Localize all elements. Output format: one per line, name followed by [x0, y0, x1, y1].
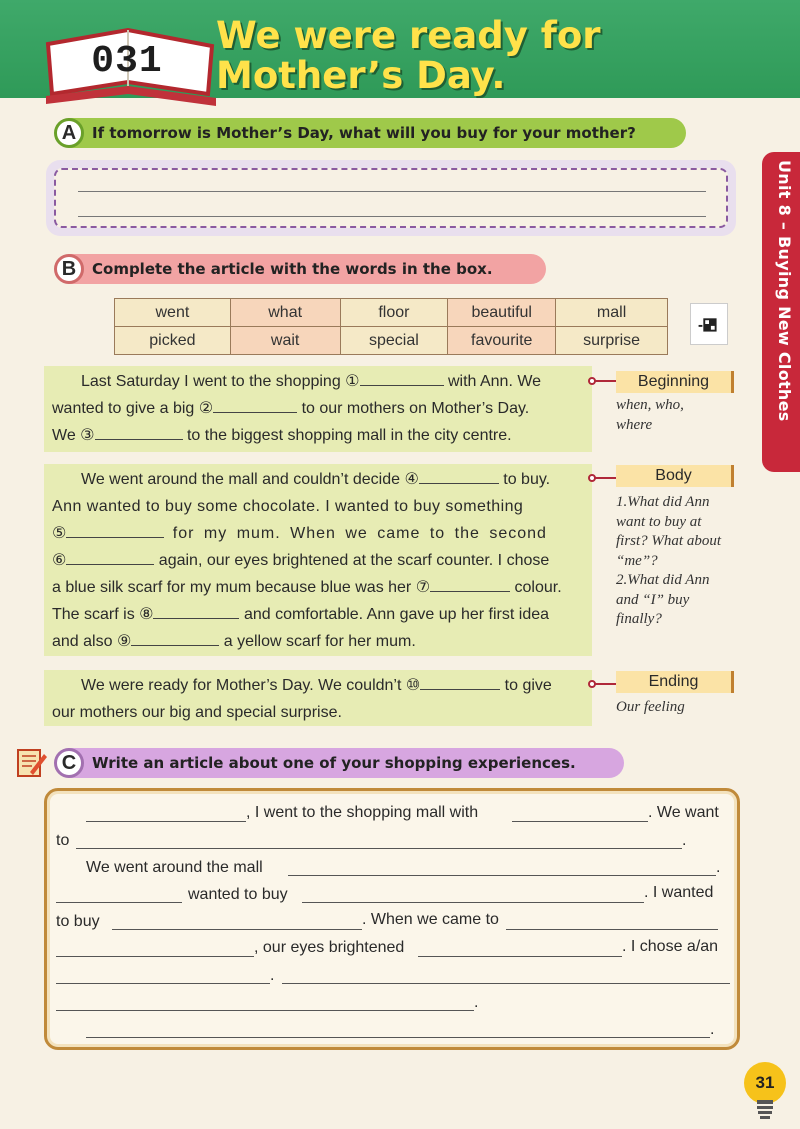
- blank-5[interactable]: [66, 522, 164, 538]
- blank-1[interactable]: [360, 370, 444, 386]
- paragraph-body: [52, 466, 588, 655]
- text: to give: [504, 677, 552, 694]
- connector-line: [594, 477, 616, 479]
- c-text: to buy: [56, 913, 100, 930]
- page-number: 31: [744, 1062, 786, 1104]
- note-line: when, who,: [616, 397, 684, 413]
- c-text: . I wanted: [644, 884, 714, 901]
- c-text: We went around the mall: [86, 859, 263, 876]
- write-line[interactable]: [86, 1037, 710, 1038]
- note-line: finally?: [616, 611, 662, 627]
- section-a-header: [56, 118, 686, 148]
- text: a yellow scarf for her mum.: [223, 633, 416, 650]
- blank-7[interactable]: [430, 576, 510, 592]
- word-box: [114, 298, 668, 355]
- connector-line: [594, 683, 616, 685]
- note-line: where: [616, 416, 653, 433]
- c-text: , I went to the shopping mall with: [246, 804, 479, 821]
- c-text: to: [56, 832, 70, 849]
- blank-2[interactable]: [213, 397, 297, 413]
- text: to the biggest shopping mall in the city centre.: [186, 427, 512, 444]
- writing-pencil-icon: [16, 746, 48, 778]
- write-line[interactable]: [86, 821, 246, 822]
- write-line[interactable]: [56, 1010, 474, 1011]
- blank-9[interactable]: [131, 630, 219, 646]
- write-line[interactable]: [282, 983, 730, 984]
- text: and also ⑨: [52, 633, 132, 650]
- section-b-header: [56, 254, 546, 284]
- write-line[interactable]: [112, 929, 362, 930]
- text: We ③: [52, 427, 95, 444]
- c-text: , our eyes brightened: [254, 939, 405, 956]
- text: and comfortable. Ann gave up her first idea: [243, 606, 550, 623]
- title-line-1: We were ready for: [216, 14, 601, 57]
- write-line[interactable]: [418, 956, 622, 957]
- note-line: 1.What did Ann: [616, 494, 710, 510]
- word-cell: beautiful: [448, 299, 556, 327]
- c-text: .: [682, 832, 687, 849]
- note-line: 2.What did Ann: [616, 572, 710, 588]
- word-cell: went: [115, 299, 231, 327]
- blank-4[interactable]: [419, 468, 499, 484]
- text: ⑥: [52, 552, 67, 569]
- text: We were ready for Mother’s Day. We couldn’t ⑩: [81, 677, 421, 694]
- c-text: wanted to buy: [188, 886, 288, 903]
- paragraph-ending: [52, 672, 588, 726]
- word-cell: wait: [230, 327, 340, 355]
- blank-8[interactable]: [153, 603, 239, 619]
- section-c-header: [56, 748, 624, 778]
- qr-code-icon[interactable]: [690, 303, 728, 345]
- write-line[interactable]: [56, 983, 270, 984]
- text: Last Saturday I went to the shopping ①: [81, 373, 360, 390]
- word-cell: what: [230, 299, 340, 327]
- section-c-instruction: Write an article about one of your shopping experiences.: [92, 754, 576, 772]
- word-cell: mall: [556, 299, 668, 327]
- write-line[interactable]: [76, 848, 682, 849]
- section-c-letter: C: [54, 748, 84, 778]
- c-text: . I chose a/an: [622, 938, 719, 955]
- text: colour.: [514, 579, 562, 596]
- section-b-instruction: Complete the article with the words in the box.: [92, 260, 493, 278]
- text: We went around the mall and couldn’t decide ④: [81, 471, 419, 488]
- blank-3[interactable]: [95, 424, 183, 440]
- answer-line[interactable]: [78, 216, 706, 217]
- c-text: .: [716, 859, 721, 876]
- text: for my mum. When we came to the second: [172, 525, 547, 542]
- word-cell: surprise: [556, 327, 668, 355]
- write-line[interactable]: [302, 902, 644, 903]
- section-a-letter: A: [54, 118, 84, 148]
- text: to our mothers on Mother’s Day.: [301, 400, 530, 417]
- text: The scarf is ⑧: [52, 606, 154, 623]
- page-title: [216, 16, 616, 96]
- label-ending: Ending: [616, 671, 734, 693]
- text: our mothers our big and special surprise.: [52, 704, 342, 721]
- section-b-letter: B: [54, 254, 84, 284]
- word-cell: picked: [115, 327, 231, 355]
- text: ⑤: [52, 525, 67, 542]
- c-text: .: [710, 1021, 715, 1038]
- note-ending: Our feeling: [616, 699, 685, 715]
- text: with Ann. We: [447, 373, 542, 390]
- word-cell: floor: [340, 299, 448, 327]
- write-line[interactable]: [56, 956, 254, 957]
- c-text: .: [474, 994, 479, 1011]
- word-row: [115, 299, 668, 327]
- word-cell: favourite: [448, 327, 556, 355]
- note-body: [616, 493, 756, 630]
- blank-6[interactable]: [66, 549, 154, 565]
- unit-tab-label: Unit 8 – Buying New Clothes: [775, 160, 794, 422]
- c-text: . We want: [648, 804, 719, 821]
- write-line[interactable]: [288, 875, 716, 876]
- text: Ann wanted to buy some chocolate. I wanted to buy something: [52, 498, 524, 515]
- lightbulb-base-icon: [756, 1100, 774, 1122]
- note-line: first? What about: [616, 533, 722, 549]
- lesson-number: 031: [91, 40, 163, 83]
- text: to buy.: [503, 471, 551, 488]
- word-cell: special: [340, 327, 448, 355]
- write-line[interactable]: [56, 902, 182, 903]
- text: again, our eyes brightened at the scarf counter. I chose: [158, 552, 550, 569]
- note-line: “me”?: [616, 552, 658, 569]
- label-body: Body: [616, 465, 734, 487]
- note-line: and “I” buy: [616, 591, 690, 608]
- text: a blue silk scarf for my mum because blue was her ⑦: [52, 579, 431, 596]
- answer-line[interactable]: [78, 191, 706, 192]
- connector-line: [594, 380, 616, 382]
- title-line-2: Mother’s Day.: [216, 54, 506, 97]
- label-beginning: Beginning: [616, 371, 734, 393]
- note-beginning: [616, 396, 756, 435]
- paragraph-beginning: [52, 368, 588, 449]
- c-text: . When we came to: [362, 911, 499, 928]
- text: wanted to give a big ②: [52, 400, 214, 417]
- note-line: want to buy at: [616, 513, 702, 530]
- c-text: .: [270, 967, 275, 984]
- write-line[interactable]: [512, 821, 648, 822]
- blank-10[interactable]: [420, 674, 500, 690]
- write-line[interactable]: [506, 929, 718, 930]
- section-a-answer-area[interactable]: [54, 168, 728, 228]
- section-a-instruction: If tomorrow is Mother’s Day, what will you buy for your mother?: [92, 124, 636, 142]
- word-row: [115, 327, 668, 355]
